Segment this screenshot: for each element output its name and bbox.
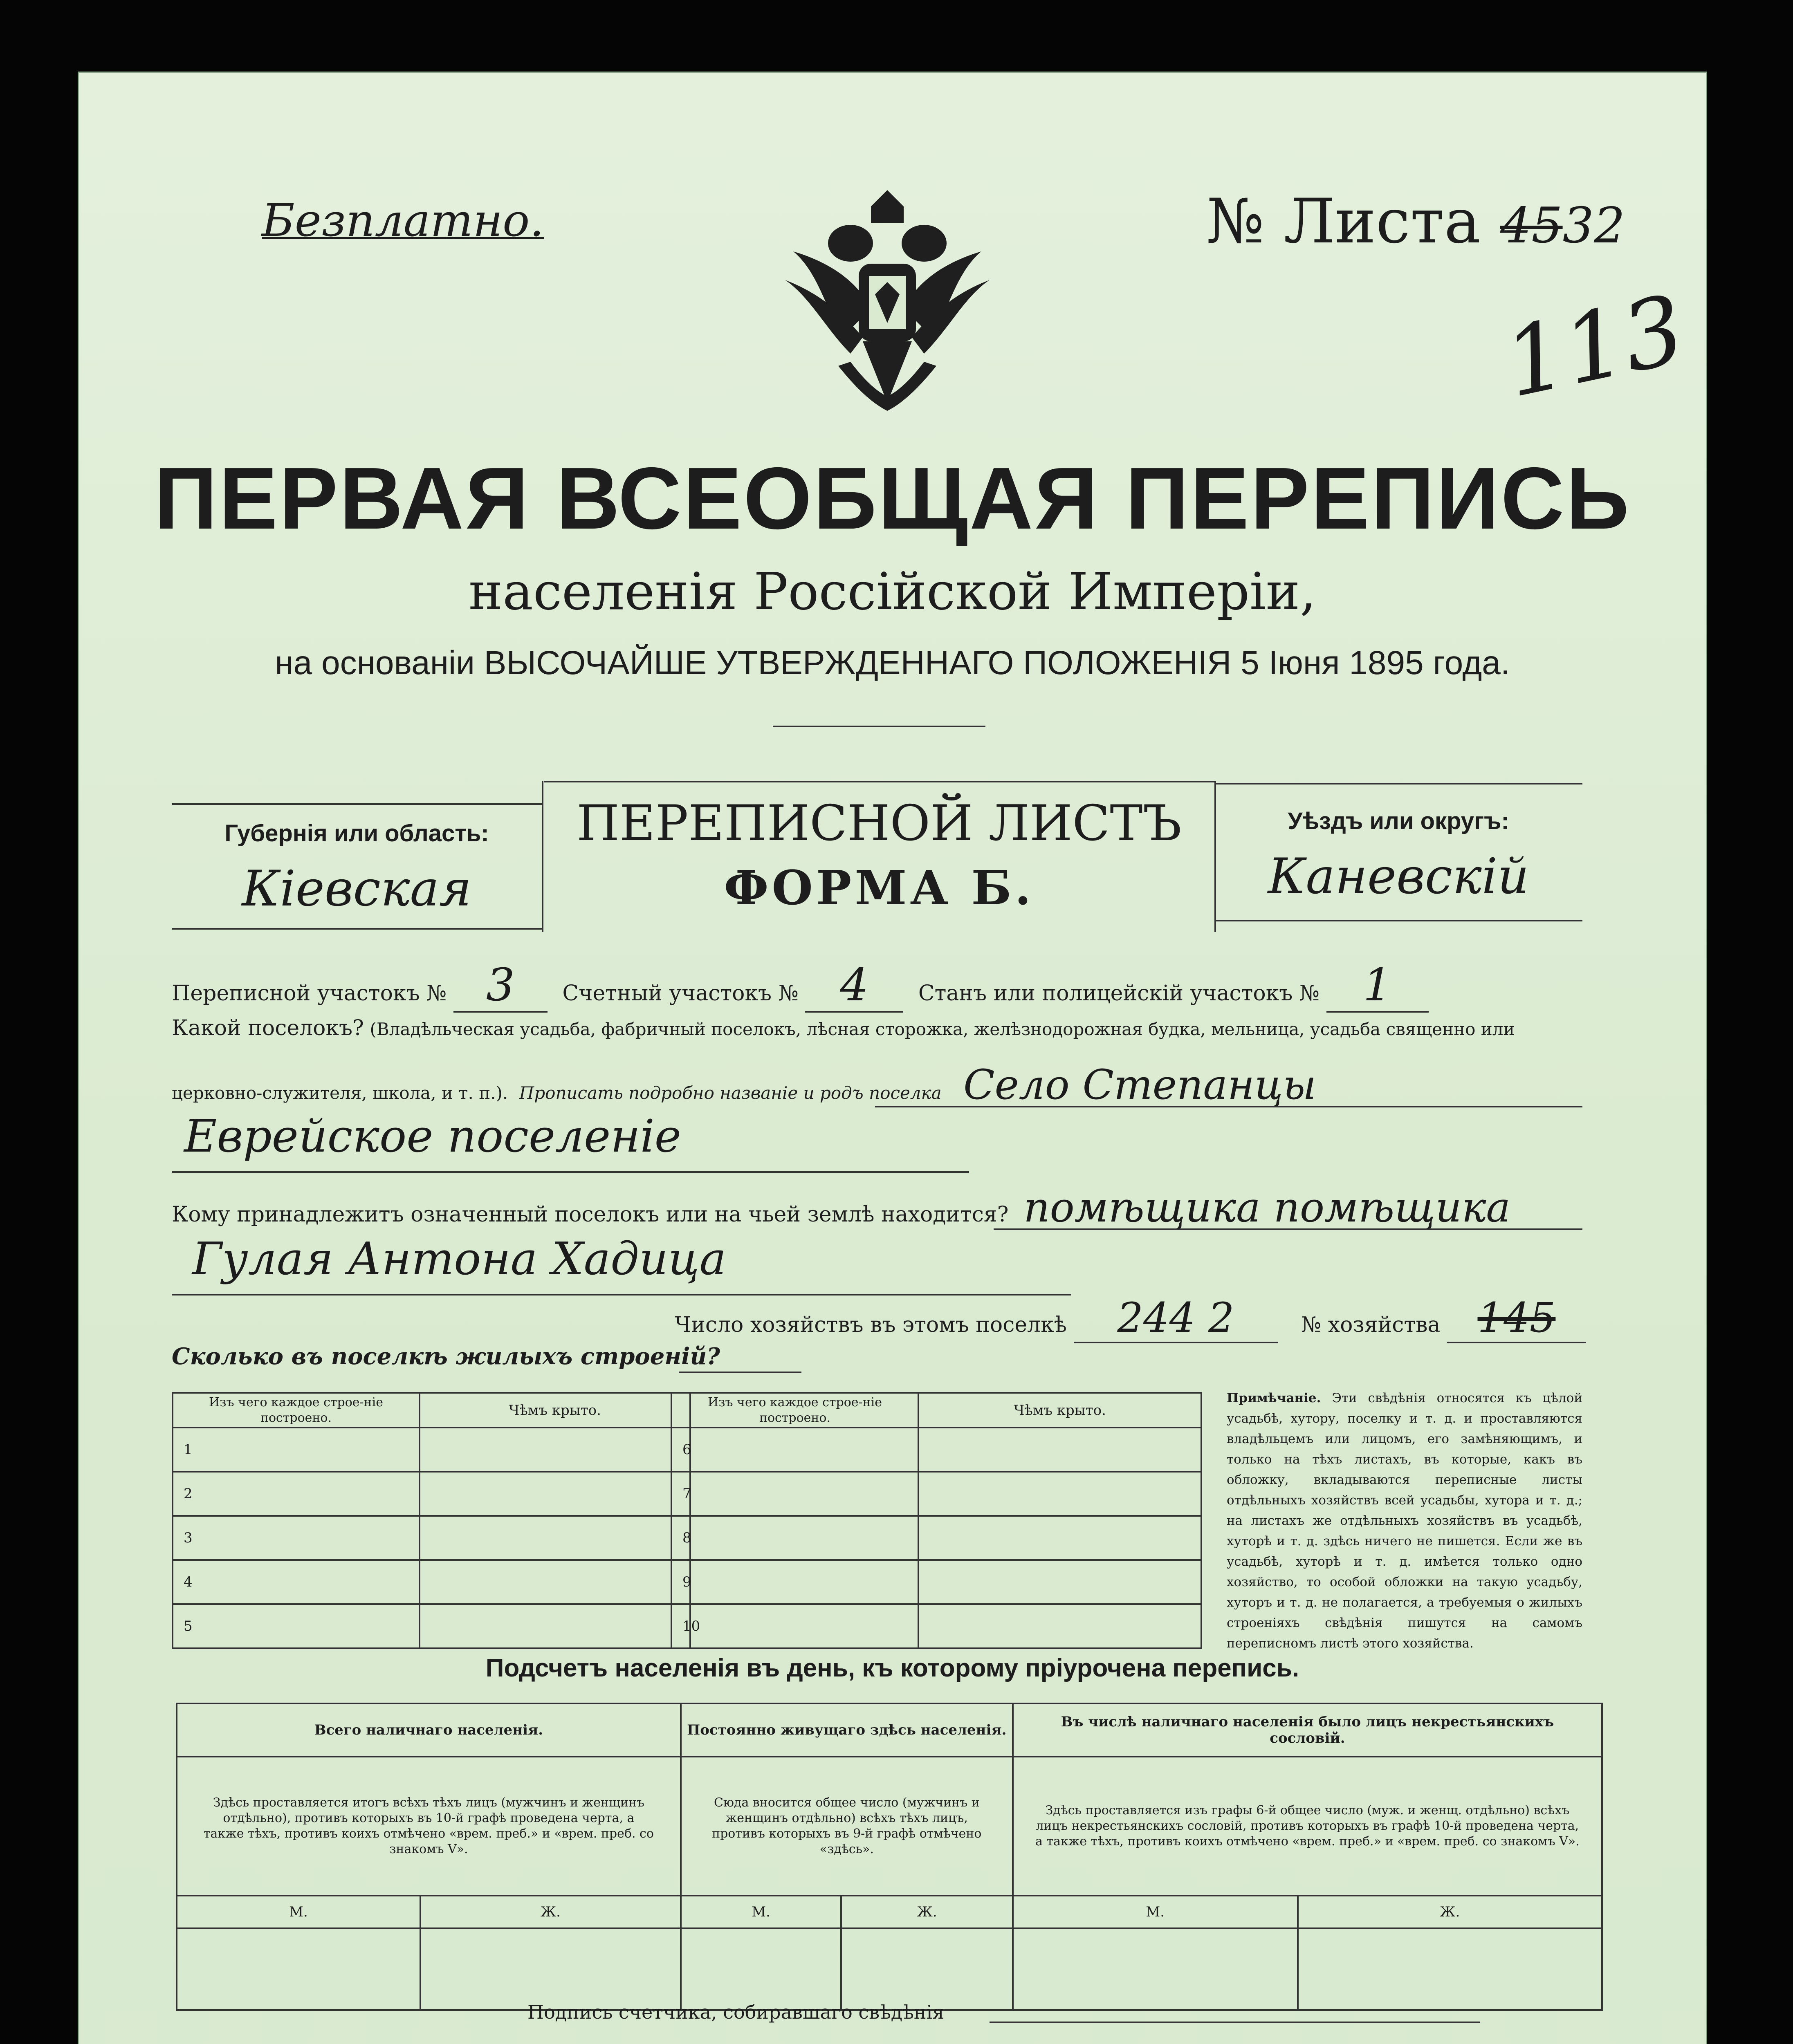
table-row[interactable]: 7	[671, 1472, 918, 1516]
buildings-label: Сколько въ поселкѣ жилыхъ строеній?	[172, 1343, 720, 1370]
nonpeasant-female-cell[interactable]	[1298, 1928, 1602, 2010]
table-cell[interactable]	[420, 1472, 690, 1516]
owner-value-1: помѣщика помѣщика	[1023, 1183, 1511, 1231]
district-label: Уѣздъ или округъ:	[1288, 808, 1509, 834]
sheet-number-label: № Листа	[1206, 186, 1481, 257]
form-title: ПЕРЕПИСНОЙ ЛИСТЪ	[577, 795, 1182, 852]
archive-number: 113	[1495, 275, 1694, 419]
province-top-rule	[172, 803, 542, 805]
households-label: Число хозяйствъ въ этомъ поселкѣ	[675, 1313, 1067, 1337]
form-title-left-rule	[542, 781, 543, 932]
table-row[interactable]: 6	[671, 1428, 918, 1472]
table-row[interactable]: 8	[671, 1516, 918, 1560]
table-cell[interactable]	[420, 1428, 690, 1472]
province-value: Кіевская	[242, 861, 472, 917]
police-area-value: 1	[1326, 959, 1429, 1013]
material-header: Изъ чего каждое строе-ніе построено.	[671, 1393, 918, 1428]
settlement-label: Какой поселокъ?	[172, 1016, 364, 1040]
title-divider	[773, 726, 985, 727]
resident-female-cell[interactable]	[841, 1928, 1012, 2010]
resident-male-cell[interactable]	[681, 1928, 842, 2010]
settlement-instruction: Прописать подробно названіе и родъ поселка	[519, 1083, 942, 1103]
owner-line-1	[994, 1228, 1582, 1230]
households-row	[675, 1294, 1586, 1343]
owner-row	[172, 1183, 1582, 1231]
roof-header: Чѣмъ крыто.	[420, 1393, 690, 1428]
signature-row	[527, 2001, 944, 2023]
material-header: Изъ чего каждое строе-ніе построено.	[173, 1393, 420, 1428]
note-title: Примѣчаніе.	[1227, 1391, 1321, 1405]
owner-label: Кому принадлежитъ означенный поселокъ или на чьей землѣ находится?	[172, 1202, 1009, 1227]
settlement-row	[172, 1016, 1582, 1040]
population-col1-header: Всего наличнаго населенія.	[177, 1703, 681, 1757]
settlement-value-1: Село Степанцы	[963, 1061, 1317, 1109]
settlement-line-2	[172, 1171, 969, 1173]
sheet-number	[1206, 186, 1625, 257]
free-label: Безплатно.	[262, 194, 544, 247]
population-col1-text: Здѣсь проставляется итогъ всѣхъ тѣхъ лицъ (мужчинъ и женщинъ отдѣльно), противъ которыхъ въ 10-й графѣ проведена черта, а также тѣхъ, противъ коихъ отмѣчено «врем. преб.» и «врем. преб. со знакомъ V».	[177, 1757, 681, 1896]
female-header: Ж.	[1298, 1896, 1602, 1928]
count-area-value: 4	[805, 959, 903, 1013]
main-title: ПЕРВАЯ ВСЕОБЩАЯ ПЕРЕПИСЬ	[154, 449, 1631, 547]
table-cell[interactable]	[918, 1604, 1201, 1648]
population-col3-header: Въ числѣ наличнаго населенія было лицъ некрестьянскихъ сословій.	[1013, 1703, 1602, 1757]
table-cell[interactable]	[918, 1560, 1201, 1604]
basis-line: на основаніи ВЫСОЧАЙШЕ УТВЕРЖДЕННАГО ПОЛОЖЕНІЯ 5 Іюня 1895 года.	[275, 644, 1510, 681]
table-cell[interactable]	[420, 1560, 690, 1604]
signature-label: Подпись счетчика, собиравшаго свѣдѣнія	[527, 2001, 945, 2023]
household-number-value: 145	[1447, 1294, 1586, 1343]
population-col2-text: Сюда вносится общее число (мужчинъ и женщинъ отдѣльно) всѣхъ тѣхъ лицъ, противъ которыхъ въ 9-й графѣ отмѣчено «здѣсь».	[681, 1757, 1013, 1896]
count-area-label: Счетный участокъ №	[562, 981, 799, 1006]
subtitle: населенія Россійской Имперіи,	[469, 562, 1316, 621]
table-row[interactable]: 9	[671, 1560, 918, 1604]
settlement-hint: (Владѣльческая усадьба, фабричный поселокъ, лѣсная сторожка, желѣзнодорожная будка, мельница, усадьба священно или	[370, 1019, 1515, 1039]
census-area-value: 3	[453, 959, 548, 1013]
district-top-rule	[1214, 783, 1582, 784]
total-female-cell[interactable]	[420, 1928, 681, 2010]
male-header: М.	[177, 1896, 420, 1928]
sheet-number-struck: 45	[1500, 197, 1563, 254]
double-headed-eagle-emblem	[769, 174, 1006, 419]
buildings-table-right	[671, 1392, 1202, 1649]
households-value: 244 2	[1074, 1294, 1278, 1343]
signature-line	[990, 2022, 1480, 2023]
settlement-row-2	[172, 1061, 1582, 1109]
buildings-table-left	[172, 1392, 691, 1649]
form-subtitle: ФОРМА Б.	[724, 861, 1035, 916]
table-cell[interactable]	[918, 1472, 1201, 1516]
population-col3-text: Здѣсь проставляется изъ графы 6-й общее число (муж. и женщ. отдѣльно) всѣхъ лицъ некрестьянскихъ сословій, противъ которыхъ въ графѣ 10-й проведена черта, а также тѣхъ, противъ коихъ отмѣчено «врем. преб.» и «врем. преб. со знакомъ V».	[1013, 1757, 1602, 1896]
male-header: М.	[681, 1896, 842, 1928]
buildings-line	[679, 1372, 801, 1373]
district-value: Каневскій	[1268, 848, 1529, 905]
police-area-label: Станъ или полицейскій участокъ №	[918, 981, 1320, 1006]
province-bottom-rule	[172, 928, 542, 930]
household-number-label: № хозяйства	[1301, 1313, 1441, 1337]
table-row[interactable]: 10	[671, 1604, 918, 1648]
female-header: Ж.	[420, 1896, 681, 1928]
table-cell[interactable]	[918, 1516, 1201, 1560]
table-cell[interactable]	[420, 1604, 690, 1648]
nonpeasant-male-cell[interactable]	[1013, 1928, 1298, 2010]
table-row[interactable]: 3	[173, 1516, 420, 1560]
male-header: М.	[1013, 1896, 1298, 1928]
total-male-cell[interactable]	[177, 1928, 420, 2010]
sheet-number-value: 32	[1562, 197, 1625, 254]
note-block	[1227, 1388, 1582, 1654]
area-fields-row	[172, 959, 1582, 1013]
population-title: Подсчетъ населенія въ день, къ которому пріурочена перепись.	[485, 1654, 1299, 1682]
buildings-row	[172, 1343, 720, 1370]
table-cell[interactable]	[918, 1428, 1201, 1472]
table-row[interactable]: 5	[173, 1604, 420, 1648]
population-table	[176, 1703, 1603, 2011]
table-row[interactable]: 2	[173, 1472, 420, 1516]
settlement-value-2: Еврейское поселеніе	[184, 1110, 681, 1162]
female-header: Ж.	[841, 1896, 1012, 1928]
province-label: Губернія или область:	[224, 820, 489, 847]
table-row[interactable]: 1	[173, 1428, 420, 1472]
census-form-sheet	[78, 72, 1707, 2044]
form-title-top-rule	[544, 781, 1214, 782]
table-cell[interactable]	[420, 1516, 690, 1560]
population-col2-header: Постоянно живущаго здѣсь населенія.	[681, 1703, 1013, 1757]
note-text: Эти свѣдѣнія относятся къ цѣлой усадьбѣ, хутору, поселку и т. д. и проставляются владѣльцемъ или лицомъ, его замѣняющимъ, и только на тѣхъ листахъ, въ которые, какъ въ обложку, вкладываются переписные листы отдѣльныхъ хозяйствъ всей усадьбы, хутора и т. д.; на листахъ же отдѣльныхъ хозяйствъ въ усадьбѣ, хуторѣ и т. д. здѣсь ничего не пишется. Если же въ усадьбѣ, хуторѣ и т. д. имѣется только одно хозяйство, то особой обложки на такую усадьбу, хуторъ и т. д. не полагается, а требуемыя о жилыхъ строеніяхъ свѣдѣнія пишутся на самомъ переписномъ листѣ этого хозяйства.	[1227, 1391, 1582, 1651]
settlement-line-1	[875, 1106, 1582, 1107]
census-area-label: Переписной участокъ №	[172, 981, 447, 1006]
owner-value-2: Гулая Антона Хадица	[192, 1233, 727, 1285]
settlement-hint-2: церковно-служителя, школа, и т. п.).	[172, 1083, 508, 1103]
district-bottom-rule	[1214, 920, 1582, 921]
table-row[interactable]: 4	[173, 1560, 420, 1604]
roof-header: Чѣмъ крыто.	[918, 1393, 1201, 1428]
